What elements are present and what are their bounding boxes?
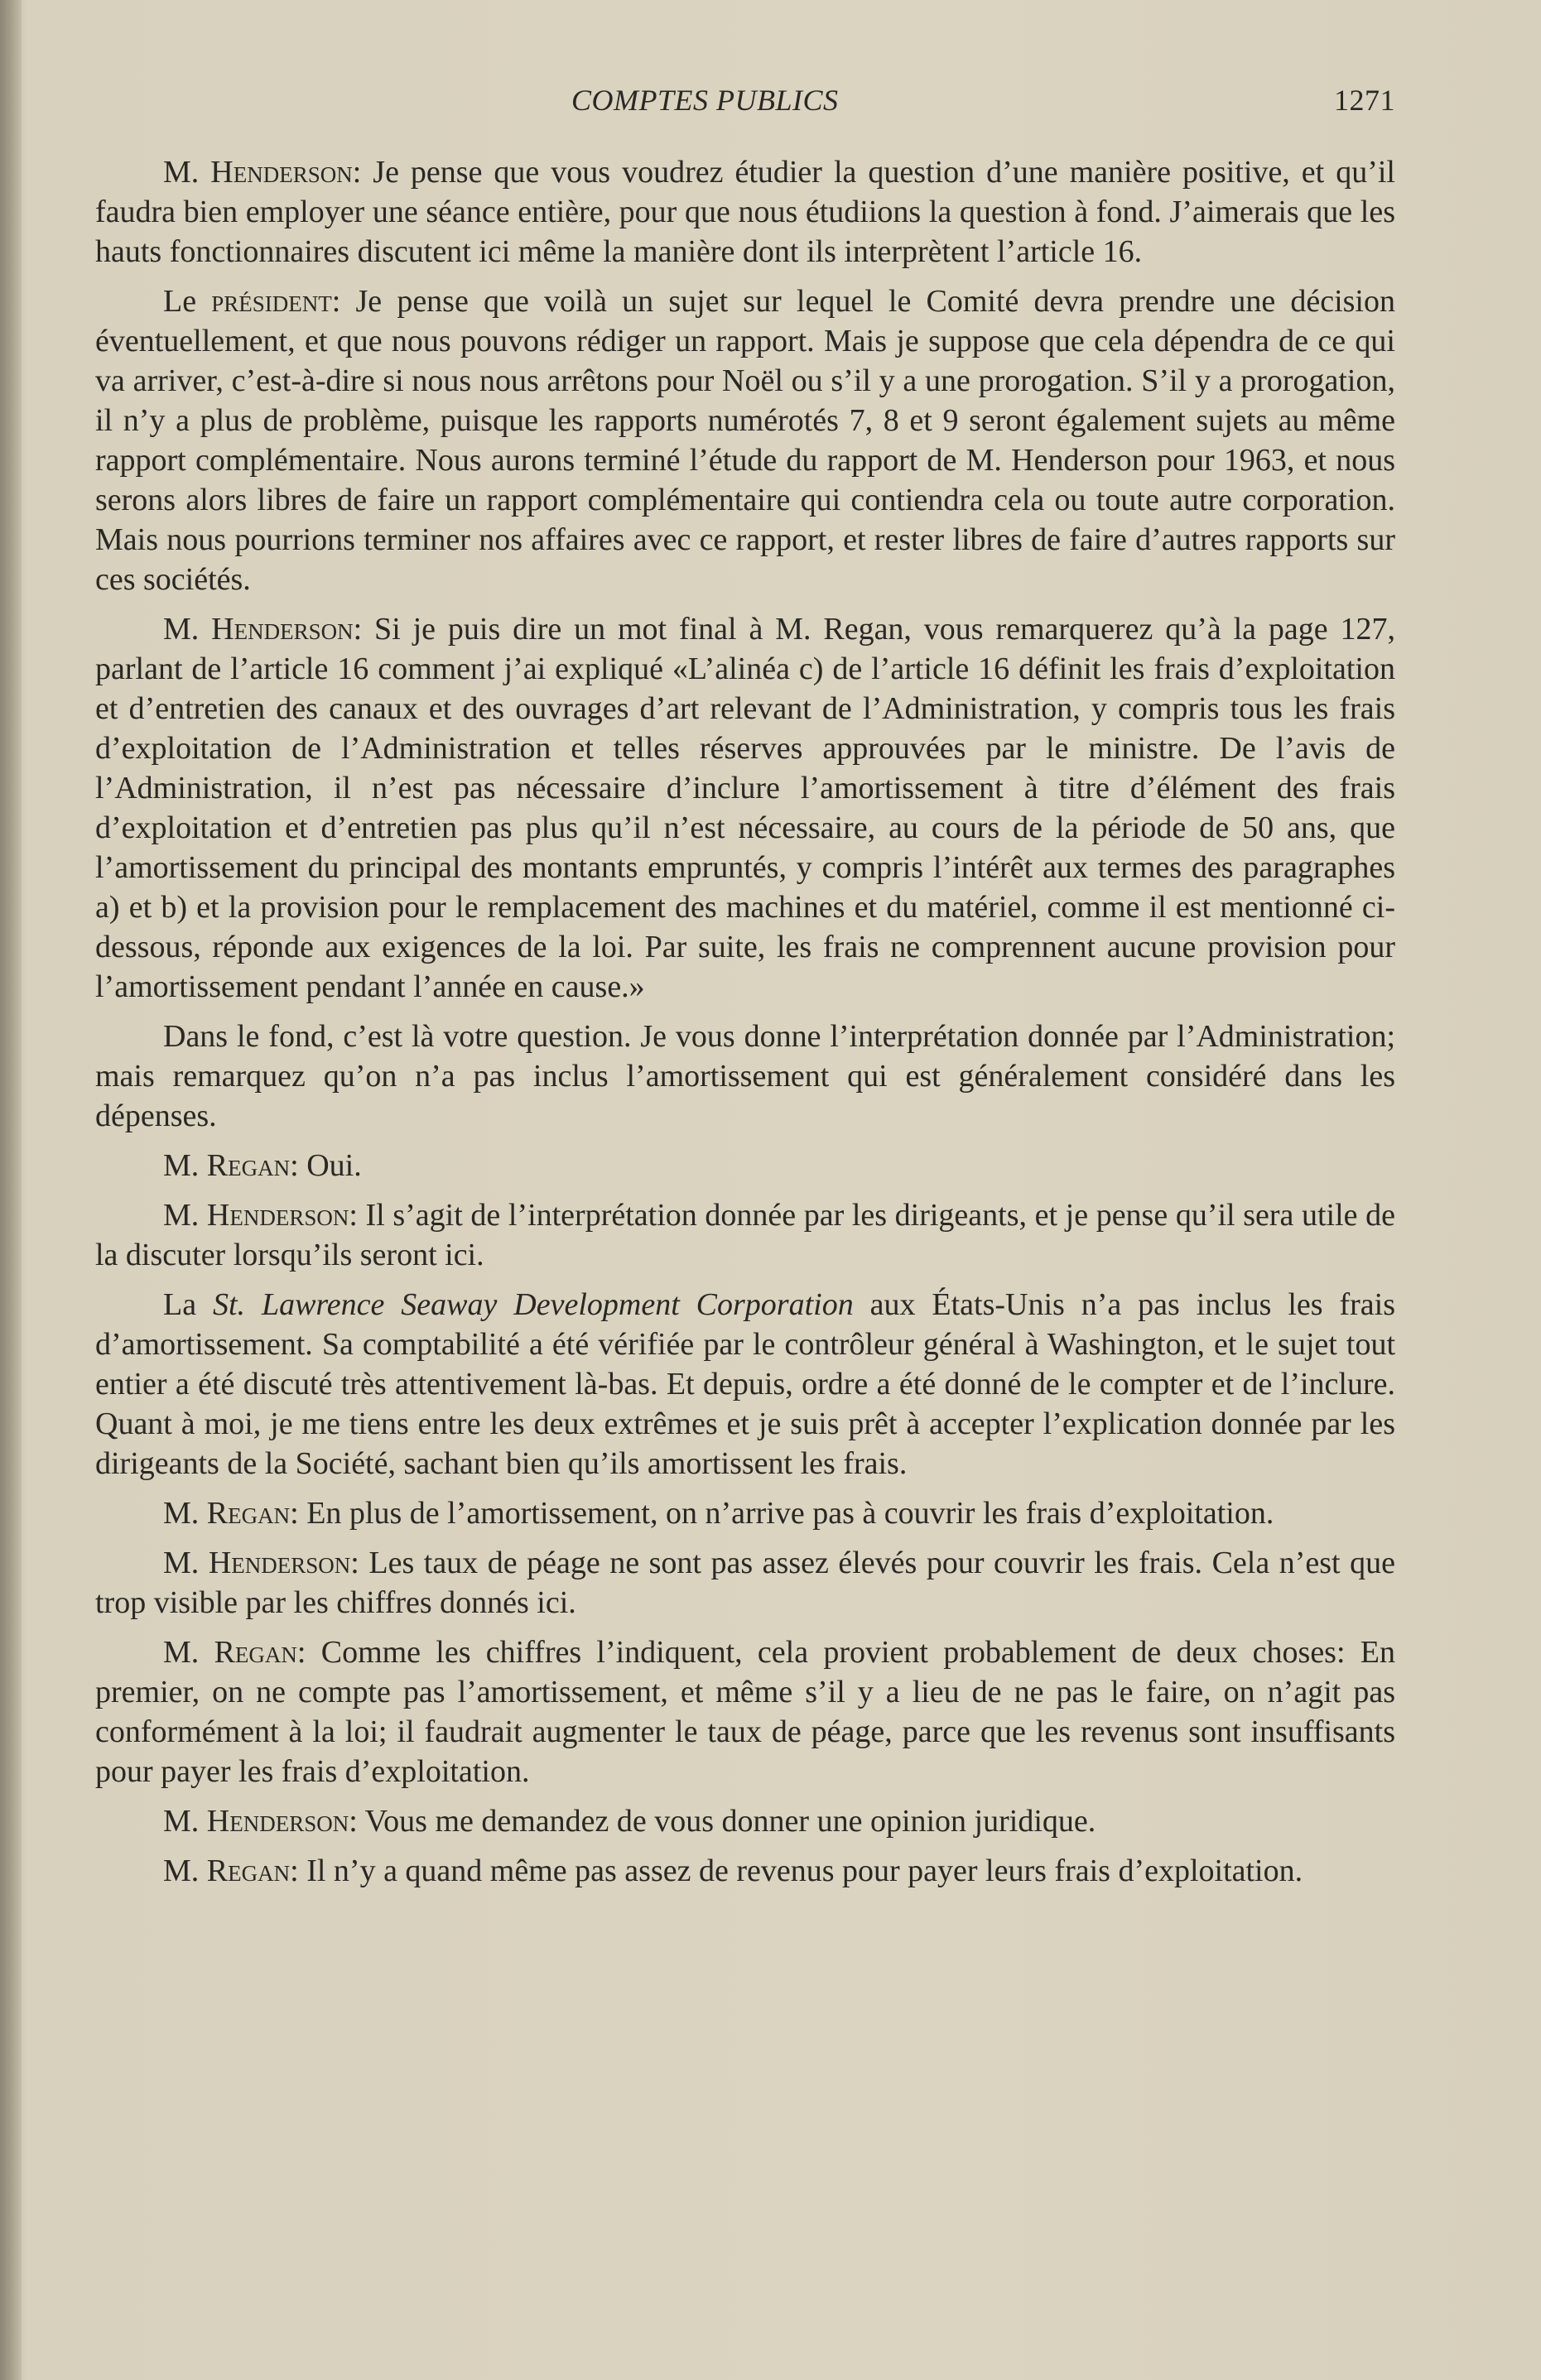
paragraph-henderson-5 xyxy=(95,1801,1395,1841)
paragraph-text: aux États-Unis n’a pas inclus les frais d’amortissement. Sa comptabilité a été vérifiée par le contrôleur général à Washington, et le sujet tout entier a été discuté très attentivement là-bas. Et depuis, ordre a été donné de le compter et de l’inclure. Quant à moi, je me tiens entre les deux extrêmes et je suis prêt à accepter l’explication donnée par les dirigeants de la Société, sachant bien qu’ils amortissent les frais. xyxy=(95,1287,1396,1481)
speaker-name: Henderson xyxy=(211,612,354,647)
speaker-name: Regan xyxy=(214,1635,297,1670)
paragraph-text: : Je pense que voilà un sujet sur lequel le Comité devra prendre une décision éventuellement, et que nous pouvons rédiger un rapport. Mais je suppose que cela dépendra de ce qui va arriver, c’est-à-dire si nous nous arrêtons pour Noël ou s’il y a une prorogation. S’il y a prorogation, il n’y a plus de problème, puisque les rapports numérotés 7, 8 et 9 seront également sujets au même rapport complémentaire. Nous aurons terminé l’étude du rapport de M. Henderson pour 1963, et nous serons alors libres de faire un rapport complémentaire qui contiendra cela ou toute autre corporation. Mais nous pourrions terminer nos affaires avec ce rapport, et rester libres de faire d’autres rapports sur ces sociétés. xyxy=(95,284,1395,597)
paragraph-text: : Je pense que vous voudrez étudier la question d’une manière positive, et qu’il faudra bien employer une séance entière, pour que nous étudiions la question à fond. J’aimerais que les hauts fonctionnaires discutent ici même la manière dont ils interprètent l’article 16. xyxy=(95,155,1395,269)
book-binding-shadow xyxy=(0,0,22,2380)
speaker-name: Henderson xyxy=(206,1804,349,1839)
speaker-name: Regan xyxy=(206,1496,291,1531)
corporation-name: St. Lawrence Seaway Development Corporation xyxy=(212,1287,854,1322)
paragraph-regan-2 xyxy=(95,1493,1395,1533)
speaker-prefix: M. xyxy=(163,155,211,190)
speaker-prefix: M. xyxy=(163,1854,207,1888)
speaker-name: Henderson xyxy=(210,155,353,190)
speaker-prefix: Le xyxy=(163,284,212,319)
paragraph-henderson-1 xyxy=(95,152,1395,272)
paragraph-text: Dans le fond, c’est là votre question. Je vous donne l’interprétation donnée par l’Administration; mais remarquez qu’on n’a pas inclus l’amortissement qui est généralement considéré dans les dépenses. xyxy=(95,1019,1395,1133)
paragraph-regan-4 xyxy=(95,1851,1395,1891)
paragraph-text-lead: La xyxy=(163,1287,213,1322)
speaker-prefix: M. xyxy=(163,612,212,647)
paragraph-text: : En plus de l’amortissement, on n’arrive pas à couvrir les frais d’exploitation. xyxy=(290,1496,1274,1531)
paragraph-president-1 xyxy=(95,281,1395,599)
paragraph-text: : Il n’y a quand même pas assez de revenus pour payer leurs frais d’exploitation. xyxy=(290,1854,1303,1888)
paragraph-regan-3 xyxy=(95,1632,1395,1791)
paragraph-text: : Oui. xyxy=(290,1148,362,1183)
speaker-prefix: M. xyxy=(163,1496,207,1531)
paragraph-henderson-3 xyxy=(95,1195,1395,1275)
paragraph-text: : Comme les chiffres l’indiquent, cela provient probablement de deux choses: En premier, on ne compte pas l’amortissement, et même s’il y a lieu de ne pas le faire, on n’agit pas conformément à la loi; il faudrait augmenter le taux de péage, parce que les revenus sont insuffisants pour payer les frais d’exploitation. xyxy=(95,1635,1396,1789)
paragraph-continuation xyxy=(95,1017,1395,1136)
paragraph-text: : Il s’agit de l’interprétation donnée par les dirigeants, et je pense qu’il sera utile de la discuter lorsqu’ils seront ici. xyxy=(95,1198,1395,1272)
speaker-prefix: M. xyxy=(163,1198,207,1233)
speaker-prefix: M. xyxy=(163,1546,209,1580)
paragraph-text: : Si je puis dire un mot final à M. Regan, vous remarquerez qu’à la page 127, parlant de l’article 16 comment j’ai expliqué «L’alinéa c) de l’article 16 définit les frais d’exploitation et d’entretien des canaux et des ouvrages d’art relevant de l’Administration, y compris tous les frais d’exploitation de l’Administration et telles réserves approuvées par le ministre. De l’avis de l’Administration, il n’est pas nécessaire d’inclure l’amortissement à titre d’élément des frais d’exploitation et d’entretien pas plus qu’il n’est nécessaire, au cours de la période de 50 ans, que l’amortissement du principal des montants empruntés, y compris l’intérêt aux termes des paragraphes a) et b) et la provision pour le remplacement des machines et du matériel, comme il est mentionné ci-dessous, réponde aux exigences de la loi. Par suite, les frais ne comprennent aucune provision pour l’amortissement pendant l’année en cause.» xyxy=(95,612,1395,1004)
speaker-name: président xyxy=(211,284,332,319)
paragraph-text: : Les taux de péage ne sont pas assez élevés pour couvrir les frais. Cela n’est que trop visible par les chiffres donnés ici. xyxy=(95,1546,1395,1620)
paragraph-henderson-4 xyxy=(95,1543,1395,1623)
speaker-prefix: M. xyxy=(163,1804,207,1839)
running-head: COMPTES PUBLICS xyxy=(571,84,839,117)
paragraph-seaway xyxy=(95,1285,1395,1483)
page-number: 1271 xyxy=(1334,84,1395,117)
speaker-name: Henderson xyxy=(206,1198,349,1233)
speaker-name: Regan xyxy=(206,1854,291,1888)
speaker-prefix: M. xyxy=(163,1635,214,1670)
speaker-name: Regan xyxy=(206,1148,291,1183)
page-header xyxy=(95,83,1395,132)
paragraph-regan-1 xyxy=(95,1146,1395,1185)
paragraph-henderson-2 xyxy=(95,609,1395,1007)
speaker-name: Henderson xyxy=(208,1546,351,1580)
speaker-prefix: M. xyxy=(163,1148,207,1183)
paragraph-text: : Vous me demandez de vous donner une opinion juridique. xyxy=(349,1804,1096,1839)
transcript-body xyxy=(95,152,1395,1901)
